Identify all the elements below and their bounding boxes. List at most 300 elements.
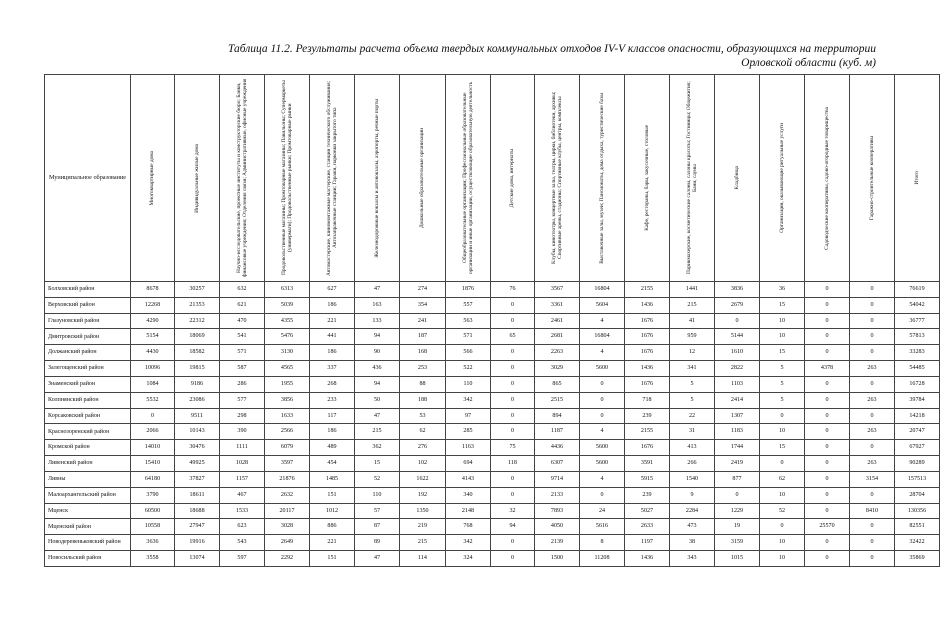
table-cell: 263 [850,424,895,440]
column-header [265,75,310,282]
table-cell: 3159 [715,535,760,551]
table-cell: 30257 [175,282,220,298]
column-header: Муниципальное образование [45,75,131,282]
row-label: Новосильский район [45,551,131,567]
table-cell: 28704 [895,487,940,503]
table-cell: 4565 [265,361,310,377]
table-cell: 5600 [580,361,625,377]
table-row [45,551,940,567]
row-label: Мценский район [45,519,131,535]
table-cell: 263 [850,361,895,377]
table-cell: 2263 [535,345,580,361]
row-label: Болховский район [45,282,131,298]
table-cell: 0 [491,361,535,377]
table-cell: 186 [310,297,355,313]
column-header-label: Многоквартирные дома [149,150,156,206]
table-cell: 192 [400,487,446,503]
column-header [670,75,715,282]
table-cell: 52 [760,503,805,519]
table-cell: 1183 [715,424,760,440]
table-cell: 21876 [265,471,310,487]
table-cell: 3591 [625,456,670,472]
table-cell: 2414 [715,392,760,408]
table-cell: 597 [220,551,265,567]
column-header-label: Кафе, рестораны, бары, закусочные, столовые [643,125,650,231]
table-cell: 489 [310,440,355,456]
table-cell: 88 [400,376,446,392]
table-cell: 3597 [265,456,310,472]
table-cell: 865 [535,376,580,392]
row-label: Малоархангельский район [45,487,131,503]
table-cell: 219 [400,519,446,535]
table-cell: 390 [220,424,265,440]
table-cell: 16728 [895,376,940,392]
table-cell: 0 [850,408,895,424]
table-cell: 877 [715,471,760,487]
table-cell: 1197 [625,535,670,551]
column-header [491,75,535,282]
table-row [45,408,940,424]
table-row [45,329,940,345]
table-cell: 53 [400,408,446,424]
table-cell: 0 [491,297,535,313]
table-cell: 2066 [131,424,175,440]
table-cell: 0 [491,471,535,487]
table-cell: 0 [850,297,895,313]
table-cell: 54485 [895,361,940,377]
column-header-label: Дошкольные образовательные организации [419,127,426,229]
column-header [580,75,625,282]
table-cell: 3558 [131,551,175,567]
row-label: Должанский район [45,345,131,361]
table-cell: 1533 [220,503,265,519]
table-cell: 5600 [580,440,625,456]
table-cell: 65 [491,329,535,345]
table-cell: 10143 [175,424,220,440]
table-cell: 151 [310,551,355,567]
table-cell: 276 [400,440,446,456]
table-cell: 343 [670,551,715,567]
table-cell: 187 [400,329,446,345]
table-cell: 10 [760,424,805,440]
table-cell: 4436 [535,440,580,456]
table-cell: 62 [760,471,805,487]
table-cell: 627 [310,282,355,298]
table-cell: 36 [760,282,805,298]
table-cell: 47 [355,282,400,298]
table-cell: 1955 [265,376,310,392]
table-cell: 1441 [670,282,715,298]
table-cell: 54042 [895,297,940,313]
table-cell: 97 [446,408,491,424]
table-row [45,487,940,503]
table-cell: 473 [670,519,715,535]
table-cell: 5 [670,392,715,408]
table-cell: 3361 [535,297,580,313]
table-cell: 2679 [715,297,760,313]
table-cell: 3790 [131,487,175,503]
table-cell: 1485 [310,471,355,487]
table-cell: 1436 [625,361,670,377]
table-cell: 0 [760,408,805,424]
table-cell: 0 [760,456,805,472]
table-cell: 31 [670,424,715,440]
table-cell: 2419 [715,456,760,472]
table-cell: 60500 [131,503,175,519]
table-caption [40,42,876,70]
table-cell: 1028 [220,456,265,472]
row-label: Ливны [45,471,131,487]
column-header [535,75,580,282]
table-cell: 1876 [446,282,491,298]
table-cell: 57813 [895,329,940,345]
column-header-label: Организации, оказывающие ритуальные услуги [778,123,785,233]
row-label: Новодеревеньковский район [45,535,131,551]
table-cell: 1163 [446,440,491,456]
table-cell: 5476 [265,329,310,345]
column-header [131,75,175,282]
table-cell: 694 [446,456,491,472]
table-cell: 0 [850,551,895,567]
table-cell: 33283 [895,345,940,361]
table-row [45,424,940,440]
table-cell: 2284 [670,503,715,519]
table-cell: 5027 [625,503,670,519]
table-cell: 14218 [895,408,940,424]
column-header-label: Садоводческие кооперативы, садово-огородные товарищества [823,106,830,250]
table-cell: 215 [355,424,400,440]
table-cell: 49925 [175,456,220,472]
table-cell: 62 [400,424,446,440]
table-row [45,503,940,519]
table-cell: 1676 [625,329,670,345]
table-cell: 6307 [535,456,580,472]
table-cell: 2681 [535,329,580,345]
table-cell: 110 [355,487,400,503]
table-cell: 6313 [265,282,310,298]
table-cell: 233 [310,392,355,408]
table-row [45,361,940,377]
row-label: Глазуновский район [45,313,131,329]
table-cell: 266 [670,456,715,472]
table-cell: 342 [446,392,491,408]
column-header [400,75,446,282]
table-cell: 25570 [805,519,850,535]
table-cell: 1157 [220,471,265,487]
table-cell: 52 [355,471,400,487]
table-cell: 47 [355,408,400,424]
table-cell: 587 [220,361,265,377]
table-cell: 30476 [175,440,220,456]
table-cell: 0 [850,345,895,361]
table-row [45,297,940,313]
table-cell: 2461 [535,313,580,329]
table-cell: 35869 [895,551,940,567]
table-cell: 18069 [175,329,220,345]
table-cell: 1012 [310,503,355,519]
table-cell: 1610 [715,345,760,361]
table-cell: 16804 [580,282,625,298]
table-cell: 186 [310,424,355,440]
table-cell: 253 [400,361,446,377]
table-cell: 15 [760,440,805,456]
table-cell: 4430 [131,345,175,361]
table-cell: 57 [355,503,400,519]
table-cell: 215 [400,535,446,551]
table-cell: 413 [670,440,715,456]
table-cell: 241 [400,313,446,329]
table-cell: 268 [310,376,355,392]
table-cell: 23086 [175,392,220,408]
table-cell: 2632 [265,487,310,503]
table-cell: 1676 [625,440,670,456]
table-cell: 1676 [625,313,670,329]
table-cell: 87 [355,519,400,535]
table-cell: 5604 [580,297,625,313]
table-row [45,392,940,408]
table-cell: 263 [850,392,895,408]
table-cell: 6079 [265,440,310,456]
table-cell: 470 [220,313,265,329]
table-body [45,282,940,567]
table-cell: 10 [760,487,805,503]
table-cell: 0 [491,551,535,567]
table-cell: 0 [850,440,895,456]
table-cell: 32 [491,503,535,519]
table-cell: 337 [310,361,355,377]
table-cell: 5616 [580,519,625,535]
column-header-label: Итого [913,171,920,185]
table-cell: 959 [670,329,715,345]
table-cell: 10558 [131,519,175,535]
table-cell: 1187 [535,424,580,440]
table-cell: 0 [805,282,850,298]
table-cell: 563 [446,313,491,329]
table-cell: 0 [850,313,895,329]
table-row [45,345,940,361]
table-cell: 0 [491,313,535,329]
table-cell: 15 [760,345,805,361]
table-cell: 0 [580,376,625,392]
column-header [850,75,895,282]
table-cell: 0 [805,471,850,487]
table-cell: 0 [805,345,850,361]
column-header-label: Научно-исследовательские, проектные институты и конструкторские бюро; Банки, финансовые учреждения; Отделения связи; Административные, офисные учреждения [235,78,248,278]
table-cell: 623 [220,519,265,535]
table-cell: 0 [850,535,895,551]
column-header [446,75,491,282]
table-cell: 18688 [175,503,220,519]
table-cell: 114 [400,551,446,567]
table-cell: 102 [400,456,446,472]
table-cell: 3836 [715,282,760,298]
table-cell: 341 [670,361,715,377]
row-label: Краснозоренский район [45,424,131,440]
table-cell: 89 [355,535,400,551]
table-cell: 0 [760,519,805,535]
table-cell: 38 [670,535,715,551]
table-cell: 0 [491,376,535,392]
table-cell: 0 [805,392,850,408]
table-cell: 18611 [175,487,220,503]
table-cell: 0 [805,297,850,313]
table-cell: 0 [805,535,850,551]
table-cell: 9714 [535,471,580,487]
column-header [175,75,220,282]
table-row [45,535,940,551]
table-cell: 0 [491,487,535,503]
table-cell: 0 [715,313,760,329]
table-cell: 10 [760,535,805,551]
table-cell: 90289 [895,456,940,472]
table-cell: 130356 [895,503,940,519]
table-cell: 82551 [895,519,940,535]
table-cell: 151 [310,487,355,503]
table-cell: 0 [580,408,625,424]
table-row [45,519,940,535]
column-header-label: Гаражно-строительные кооперативы [868,135,875,221]
table-cell: 2633 [625,519,670,535]
table-cell: 632 [220,282,265,298]
row-label: Знаменский район [45,376,131,392]
table-cell: 37827 [175,471,220,487]
table-cell: 467 [220,487,265,503]
table-cell: 0 [805,503,850,519]
table-cell: 0 [805,313,850,329]
table-cell: 3154 [850,471,895,487]
column-header [355,75,400,282]
table-cell: 274 [400,282,446,298]
table-cell: 0 [850,329,895,345]
table-cell: 0 [850,376,895,392]
table-cell: 4143 [446,471,491,487]
table-cell: 5144 [715,329,760,345]
table-cell: 1103 [715,376,760,392]
table-cell: 47 [355,551,400,567]
table-cell: 15410 [131,456,175,472]
table-cell: 3636 [131,535,175,551]
table-cell: 1676 [625,345,670,361]
table-cell: 0 [805,376,850,392]
table-cell: 1500 [535,551,580,567]
table-cell: 10 [760,313,805,329]
table-cell: 571 [446,329,491,345]
table-cell: 13074 [175,551,220,567]
table-cell: 522 [446,361,491,377]
table-cell: 188 [400,392,446,408]
table-cell: 4050 [535,519,580,535]
column-header [715,75,760,282]
table-cell: 0 [580,392,625,408]
table-cell: 4290 [131,313,175,329]
table-cell: 133 [355,313,400,329]
row-label: Верховский район [45,297,131,313]
table-cell: 0 [805,440,850,456]
table-cell: 1622 [400,471,446,487]
table-cell: 1111 [220,440,265,456]
table-cell: 186 [310,345,355,361]
table-cell: 7893 [535,503,580,519]
table-cell: 20117 [265,503,310,519]
row-label: Кромской район [45,440,131,456]
column-header-label: Индивидуальные жилые дома [193,143,200,213]
table-cell: 886 [310,519,355,535]
table-cell: 8678 [131,282,175,298]
table-cell: 342 [446,535,491,551]
table-cell: 76 [491,282,535,298]
column-header-label: Клубы, кинотеатры, концертные залы, театры, цирки, библиотеки, архивы; Спортивные арены, стадионы; Спортивные клубы, центры, комплексы [550,91,563,265]
row-label: Ливенский район [45,456,131,472]
table-cell: 1633 [265,408,310,424]
table-cell: 718 [625,392,670,408]
column-header-label: Общеобразовательные организации; Профессиональные образовательные организации и иные организации, осуществляющие образовательную деятельность [461,81,474,275]
table-cell: 2155 [625,424,670,440]
row-label: Мценск [45,503,131,519]
table-cell: 221 [310,313,355,329]
table-cell: 0 [850,487,895,503]
table-cell: 4 [580,345,625,361]
table-cell: 9186 [175,376,220,392]
row-label: Корсаковский район [45,408,131,424]
table-cell: 2292 [265,551,310,567]
table-cell: 94 [355,376,400,392]
table-cell: 0 [131,408,175,424]
table-cell: 1015 [715,551,760,567]
table-cell: 10 [760,329,805,345]
column-header [805,75,850,282]
table-cell: 118 [491,456,535,472]
table-cell: 3029 [535,361,580,377]
table-cell: 11208 [580,551,625,567]
table-cell: 0 [850,282,895,298]
table-cell: 94 [355,329,400,345]
table-cell: 21353 [175,297,220,313]
table-cell: 571 [220,345,265,361]
table-cell: 22312 [175,313,220,329]
table-row [45,313,940,329]
table-row [45,440,940,456]
table-cell: 10 [760,551,805,567]
column-header [895,75,940,282]
table-cell: 22 [670,408,715,424]
row-label: Залегощенский район [45,361,131,377]
column-header [760,75,805,282]
table-cell: 1744 [715,440,760,456]
table-cell: 76619 [895,282,940,298]
table-cell: 340 [446,487,491,503]
table-cell: 15 [760,297,805,313]
table-cell: 1350 [400,503,446,519]
table-cell: 2139 [535,535,580,551]
table-cell: 90 [355,345,400,361]
table-cell: 1436 [625,297,670,313]
table-cell: 2155 [625,282,670,298]
table-cell: 16804 [580,329,625,345]
table-cell: 0 [491,345,535,361]
caption-line-2: Орловской области (куб. м) [741,57,876,69]
table-cell: 19916 [175,535,220,551]
table-cell: 324 [446,551,491,567]
column-header-label: Выставочные залы, музеи; Пансионаты, дома отдыха, туристические базы [598,92,605,264]
table-cell: 286 [220,376,265,392]
table-cell: 0 [850,519,895,535]
table-cell: 543 [220,535,265,551]
table-cell: 441 [310,329,355,345]
column-header-label: Железнодорожные вокзалы и автовокзалы, аэропорты, речные порты [373,98,380,258]
table-cell: 5600 [580,456,625,472]
table-cell: 18582 [175,345,220,361]
table-cell: 0 [491,408,535,424]
